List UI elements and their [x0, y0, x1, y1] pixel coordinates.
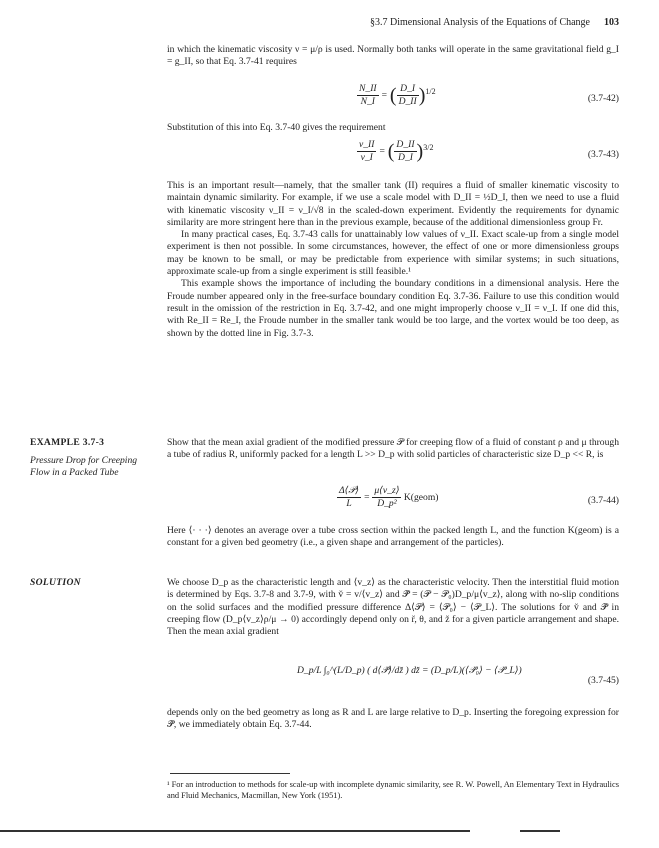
example-subtitle: Pressure Drop for Creeping Flow in a Packed Tube	[30, 455, 138, 479]
paragraph-4: In many practical cases, Eq. 3.7-43 calls for unattainably low values of ν_II. Exact scale-up from a single model experiment is then not possible. In some circumstances, however, the effect of one or more dimensionless groups may be known to be small, or may be predictable from experience with similar systems; in such situations, approximate scale-up from a single experiment is still feasible.¹	[167, 229, 619, 278]
solution-text: We choose D_p as the characteristic length and ⟨v_z⟩ as the characteristic velocity. Then the interstitial fluid motion is determined by Eqs. 3.7-8 and 3.7-9, with v̆ = v/⟨v_z⟩ and 𝒫̆ = (𝒫 − 𝒫₀)D_p/μ⟨v_z⟩, along with no-slip conditions on the solid surfaces and the modified pressure difference Δ⟨𝒫⟩ = ⟨𝒫₀⟩ − ⟨𝒫_L⟩. The solutions for v̆ and 𝒫̆ in creeping flow (D_p⟨v_z⟩ρ/μ → 0) accordingly depend only on r̆, θ, and z̆ for a given particle arrangement and shape. Then the mean axial gradient	[167, 577, 619, 638]
example-after: Here ⟨· · ·⟩ denotes an average over a tube cross section within the packed length L, and the function K(geom) is a constant for a given bed geometry (i.e., a given shape and arrangement of the particles).	[167, 525, 619, 549]
footnote: ¹ For an introduction to methods for scale-up with incomplete dynamic similarity, see R. W. Powell, An Elementary Text in Hydraulics and Fluid Mechanics, Macmillan, New York (1951).	[167, 780, 619, 800]
equation-3-7-44: $\frac{\text{Δ⟨𝒫⟩}}{L}$ = $\frac{\mu⟨v\_z⟩}{\text{D\_p²}}$ K(geom) (3.7-44)	[339, 485, 619, 510]
paragraph-1: in which the kinematic viscosity ν = μ/ρ is used. Normally both tanks will operate in the same gravitational field g_I = g_II, so that Eq. 3.7-41 requires	[167, 44, 619, 68]
equation-3-7-45: D_p/L ∫₀^(L/D_p) ( d⟨𝒫̆⟩/dz̆ ) dz̆ = (D_p/L)(⟨𝒫̆₀⟩ − ⟨𝒫̆_L⟩) (3.7-45)	[297, 665, 619, 686]
footnote-rule	[170, 773, 290, 774]
example-statement: Show that the mean axial gradient of the modified pressure 𝒫 for creeping flow of a fluid of constant ρ and μ through a tube of radius R, uniformly packed for a length L >> D_p with solid particles of characteristic size D_p << R, is	[167, 437, 619, 461]
equation-number: (3.7-45)	[587, 675, 619, 686]
paragraph-2: Substitution of this into Eq. 3.7-40 gives the requirement	[167, 122, 386, 133]
equation-number: (3.7-42)	[587, 93, 619, 104]
running-header	[370, 17, 619, 29]
section-title: §3.7 Dimensional Analysis of the Equations of Change	[370, 17, 590, 28]
equation-number: (3.7-43)	[587, 149, 619, 160]
equation-number: (3.7-44)	[587, 495, 619, 506]
equation-3-7-43: $\frac{\nu\_II}{\nu\_I}$ = ( $\frac{D\_II}{D\_I}$ )$^{3/2}$ (3.7-43)	[359, 139, 619, 164]
equation-3-7-42: $\frac{N\_II}{N\_I}$ = ( $\frac{D\_I}{D\_II}$ )$^{1/2}$ (3.7-42)	[359, 83, 619, 108]
page-number: 103	[604, 17, 619, 28]
solution-after: depends only on the bed geometry as long as R and L are large relative to D_p. Inserting the foregoing expression for 𝒫̆, we immediately obtain Eq. 3.7-44.	[167, 707, 619, 731]
example-label	[30, 437, 150, 479]
page-edge-rule	[0, 830, 470, 832]
paragraph-5: This example shows the importance of including the boundary conditions in a dimensional analysis. Here the Froude number appeared only in the free-surface boundary condition Eq. 3.7-36. Failure to use this condition would result in the omission of the restriction in Eq. 3.7-42, and one might improperly choose ν_II = ν_I. If one did this, with Re_II = Re_I, the Froude number in the smaller tank would be too large, and the vortex would be too deep, as shown by the dotted line in Fig. 3.7-3.	[167, 278, 619, 339]
eq42-lhs-den: N_I	[360, 96, 375, 108]
eq42-lhs-num: N_II	[357, 83, 379, 96]
solution-label: SOLUTION	[30, 577, 81, 588]
example-title: EXAMPLE 3.7-3	[30, 437, 105, 448]
paragraph-3: This is an important result—namely, that the smaller tank (II) requires a fluid of smaller kinematic viscosity to maintain dynamic similarity. For example, if we use a scale model with D_II = ½D_I, then we need to use a fluid with kinematic viscosity ν_II = ν_I/√8 in the scaled-down experiment. Evidently the requirements for dynamic similarity are more stringent here than in the previous example, because of the additional dimensionless group Fr. In many practical cases, Eq. 3.7-43 calls for unattainably low values of ν_II. Exact scale-up from a single model experiment is then not possible. In some circumstances, however, the effect of one or more dimensionless groups may be known to be small, or may be predictable from experience with similar systems; in such situations, approximate scale-up from a single experiment is still feasible.¹ This example shows the importance of including the boundary conditions in a dimensional analysis. Here the Froude number appeared only in the free-surface boundary condition Eq. 3.7-36. Failure to use this condition would result in the omission of the restriction in Eq. 3.7-42, and one might improperly choose ν_II = ν_I. If one did this, with Re_II = Re_I, the Froude number in the smaller tank would be too large, and the vortex would be too deep, as shown by the dotted line in Fig. 3.7-3.	[167, 180, 619, 339]
page-edge-rule	[520, 830, 560, 832]
